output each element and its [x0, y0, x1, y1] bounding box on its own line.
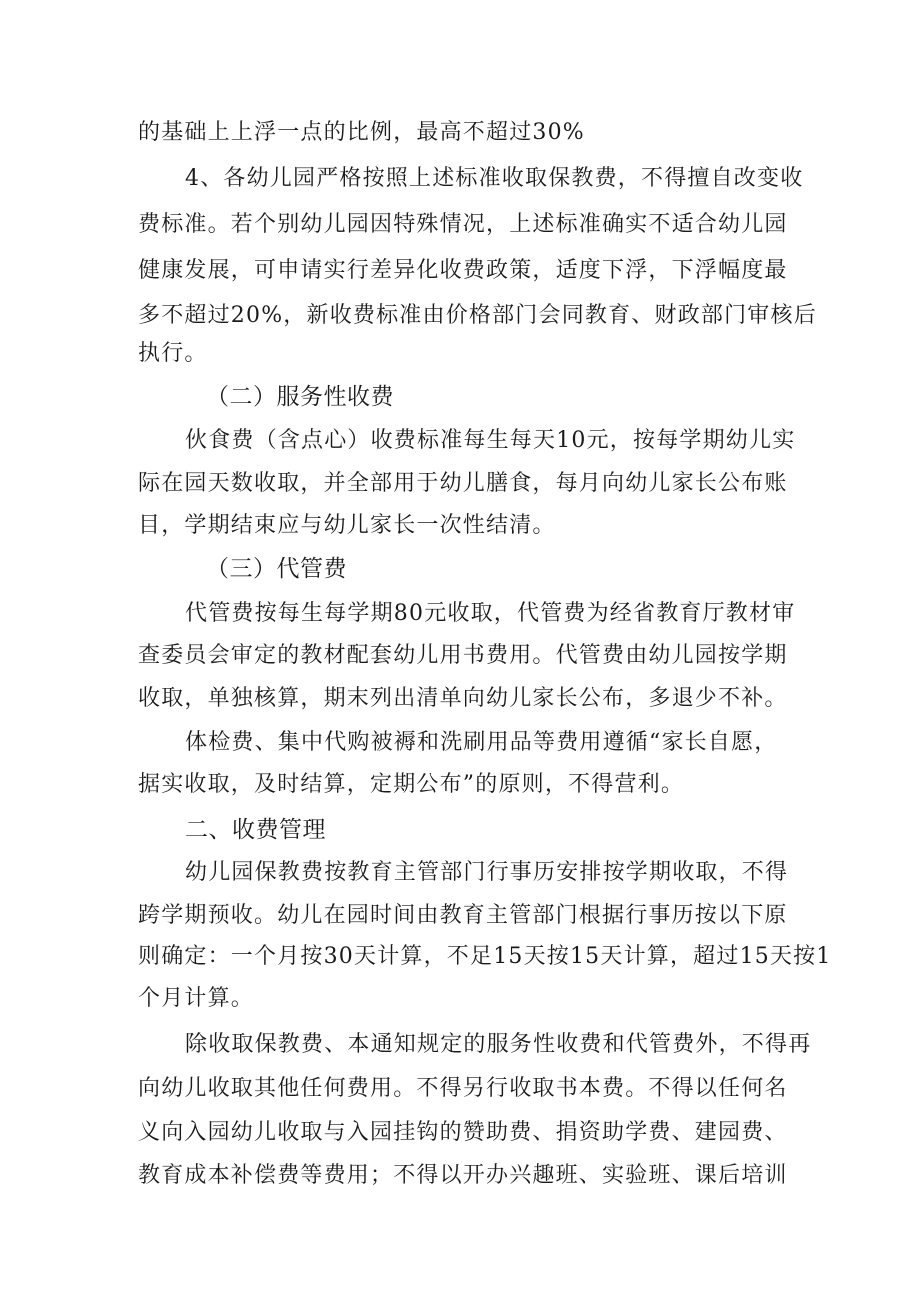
- paragraph-start-line: 4、各幼儿园严格按照上述标准收取保教费，不得擅自改变收: [185, 166, 804, 191]
- section-heading: （三）代管费: [206, 556, 347, 582]
- text-line: 个月计算。: [138, 986, 255, 1011]
- text-line: 则确定：一个月按30天计算，不足15天按15天计算，超过15天按1: [138, 944, 832, 969]
- text-line: 多不超过20%，新收费标准由价格部门会同教育、财政部门审核后: [138, 303, 817, 328]
- text-line: 跨学期预收。幼儿在园时间由教育主管部门根据行事历按以下原: [138, 903, 788, 928]
- text-line: 向幼儿收取其他任何费用。不得另行收取书本费。不得以任何名: [138, 1076, 788, 1101]
- paragraph-start-line: 体检费、集中代购被褥和洗刷用品等费用遵循“家长自愿，: [185, 730, 778, 755]
- text-line: 执行。: [138, 341, 208, 366]
- text-line: 查委员会审定的教材配套幼儿用书费用。代管费由幼儿园按学期: [138, 643, 788, 668]
- text-line: 据实收取，及时结算，定期公布”的原则，不得营利。: [138, 772, 685, 797]
- paragraph-start-line: 代管费按每生每学期80元收取，代管费为经省教育厅教材审: [185, 601, 796, 626]
- main-heading: 二、收费管理: [185, 817, 326, 843]
- text-line: 际在园天数收取，并全部用于幼儿膳食，每月向幼儿家长公布账: [138, 471, 788, 496]
- text-line: 目，学期结束应与幼儿家长一次性结清。: [138, 513, 556, 538]
- text-line: 义向入园幼儿收取与入园挂钩的赞助费、捐资助学费、建园费、: [138, 1120, 788, 1145]
- paragraph-start-line: 除收取保教费、本通知规定的服务性收费和代管费外，不得再: [185, 1032, 812, 1057]
- text-line: 教育成本补偿费等费用；不得以开办兴趣班、实验班、课后培训: [138, 1163, 788, 1188]
- text-line: 的基础上上浮一点的比例，最高不超过30%: [138, 120, 585, 145]
- text-line: 收取，单独核算，期末列出清单向幼儿家长公布，多退少不补。: [138, 686, 788, 711]
- text-line: 费标准。若个别幼儿园因特殊情况，上述标准确实不适合幼儿园: [138, 212, 788, 237]
- section-heading: （二）服务性收费: [206, 384, 394, 410]
- paragraph-start-line: 幼儿园保教费按教育主管部门行事历安排按学期收取，不得: [185, 860, 789, 885]
- text-line: 健康发展，可申请实行差异化收费政策，适度下浮，下浮幅度最: [138, 258, 788, 283]
- paragraph-start-line: 伙食费（含点心）收费标准每生每天10元，按每学期幼儿实: [185, 428, 796, 453]
